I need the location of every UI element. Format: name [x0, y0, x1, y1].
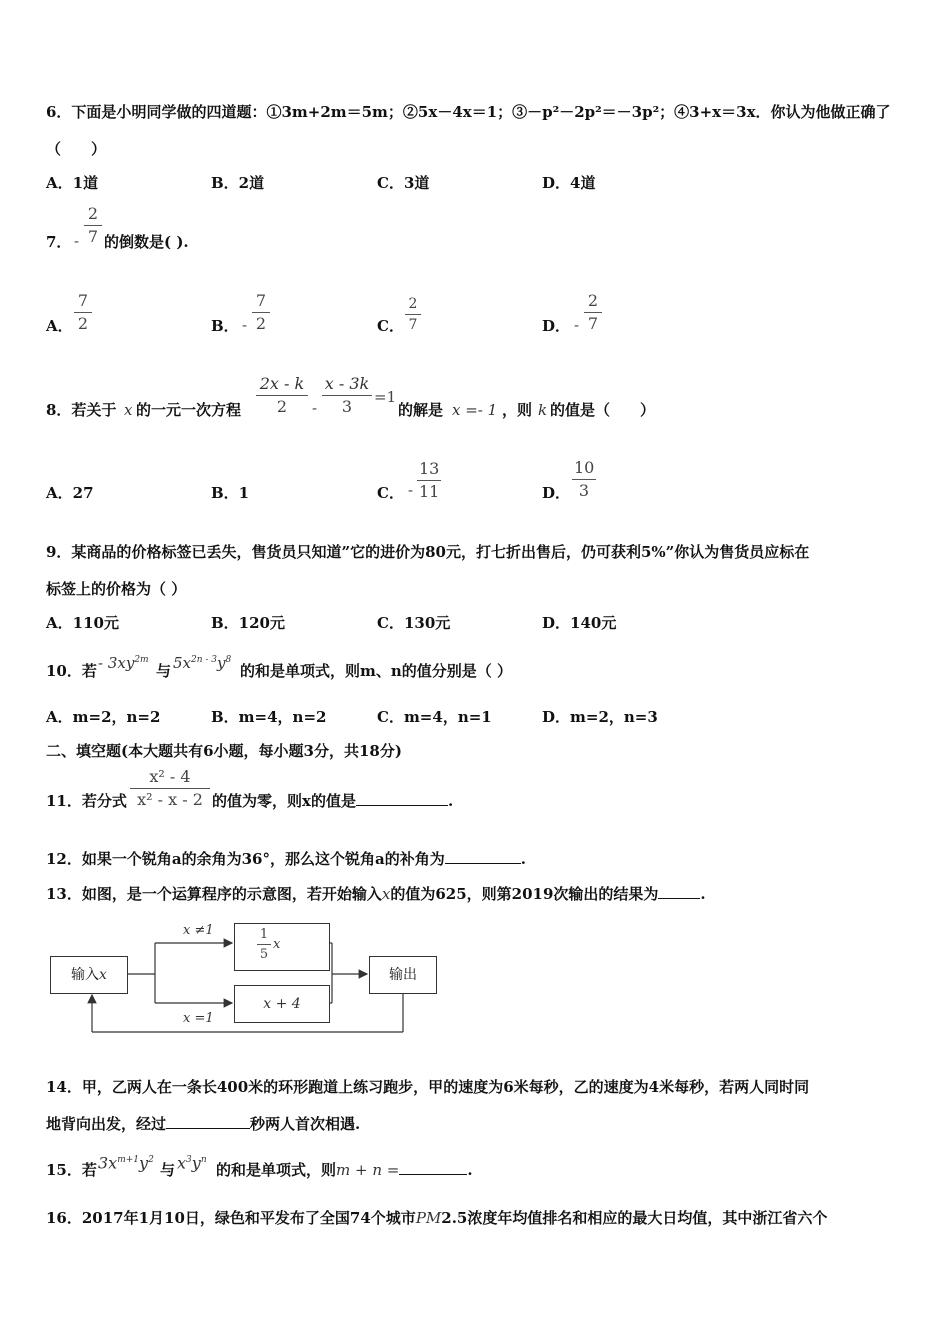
q12-end: .: [520, 850, 526, 868]
q11-num: x² - 4: [149, 767, 191, 786]
q8-after: 的解是: [398, 401, 444, 419]
q12-text: 12．如果一个锐角a的余角为36°，那么这个锐角a的补角为: [46, 850, 445, 868]
q7-option-c-label: C．: [377, 317, 404, 335]
q7-option-a-num: 7: [77, 291, 89, 310]
q10-option-a: A．m=2，n=2: [46, 708, 161, 726]
q10-with: 与: [156, 662, 172, 680]
cond-bottom-label: x =1: [183, 1011, 214, 1026]
q8-option-b: B．1: [211, 484, 250, 502]
q15-term1: [98, 1150, 154, 1173]
q14-line2: [46, 1114, 360, 1134]
q16-text: 16．2017年1月10日，绿色和平发布了全国74个城市: [46, 1209, 416, 1227]
q14-line1: 14．甲，乙两人在一条长400米的环形跑道上练习跑步，甲的速度为6米每秒，乙的速度为4米每秒，若两人同时同: [46, 1078, 810, 1096]
q10-option-c: C．m=4，n=1: [377, 708, 492, 726]
q10-option-d: D．m=2，n=3: [542, 708, 658, 726]
q11-answer-blank[interactable]: [356, 791, 448, 806]
q7-option-b-num: 7: [255, 291, 267, 310]
q8-frac2-num: x - 3k: [324, 374, 370, 393]
q8-eq: =1: [374, 388, 397, 406]
q10-term1: [98, 650, 149, 673]
q8-frac2: [322, 375, 372, 416]
top-op-var: x: [273, 937, 281, 952]
q15-suffix-text: 的和是单项式，则: [216, 1161, 337, 1179]
q8-frac1: [256, 375, 308, 416]
cond-top-label: x ≠1: [183, 923, 214, 938]
top-operation-box: [234, 923, 330, 971]
q14-answer-blank[interactable]: [166, 1114, 250, 1129]
q10-suffix: 的和是单项式，则m、n的值分别是（ ）: [240, 662, 513, 680]
q7-option-d-label: D．: [542, 317, 571, 335]
q11-end: .: [447, 792, 454, 810]
q7-option-b-sign: -: [242, 316, 248, 334]
q10-option-b: B．m=4，n=2: [211, 708, 327, 726]
q10-term1-exp: 2m: [134, 655, 149, 665]
q7-sign: -: [74, 232, 80, 250]
q7-fraction: [84, 205, 102, 246]
q16-text2: 2.5浓度年均值排名和相应的最大日均值，其中浙江省六个: [441, 1209, 828, 1227]
q12-answer-blank[interactable]: [445, 849, 521, 864]
q10-term2-exp1: 2n - 3: [191, 655, 218, 665]
q10-term1-base: - 3xy: [98, 654, 135, 672]
q15-prefix: 15．若: [46, 1161, 97, 1179]
q7-option-b-label: B．: [211, 317, 239, 335]
q10-term2: [173, 650, 231, 673]
q7-option-d-frac: [584, 292, 602, 333]
q7-option-c-den: 7: [408, 317, 418, 333]
q11-suffix-text: 的值为零，则x的值是: [212, 792, 356, 810]
q15-term2-exp1: 3: [186, 1155, 192, 1165]
q9-option-c: C．130元: [377, 614, 451, 632]
q15-term1-x: 3x: [98, 1153, 118, 1173]
q6-option-c: C．3道: [377, 174, 430, 192]
q8-option-d-label: D．: [542, 484, 571, 502]
output-box: 输出: [369, 956, 437, 994]
q15-term2-y: y: [191, 1153, 201, 1173]
q8-var: x: [124, 401, 133, 419]
q13-end: .: [700, 885, 706, 903]
top-op-den: 5: [259, 947, 269, 962]
input-box-label: 输入: [71, 967, 100, 983]
q7-num: 2: [87, 204, 99, 223]
q12-line: [46, 849, 526, 869]
q6-line2: （ ）: [46, 140, 107, 158]
q9-line2: 标签上的价格为（ ）: [46, 580, 187, 598]
q7-option-d-den: 7: [587, 314, 599, 333]
q8-k: k: [538, 401, 548, 419]
q7-option-c-num: 2: [408, 296, 418, 312]
q6-option-d: D．4道: [542, 174, 596, 192]
q10-term2-x: 5x: [173, 654, 192, 672]
q10-term2-exp2: 8: [225, 655, 232, 665]
q8-solution: x =- 1: [452, 401, 498, 419]
q11-frac: [130, 768, 210, 809]
q14-line2b: 秒两人首次相遇.: [250, 1115, 361, 1133]
q9-option-b: B．120元: [211, 614, 285, 632]
q10-prefix: 10．若: [46, 662, 97, 680]
q15-term2-exp2: n: [200, 1155, 207, 1165]
q11-den: x² - x - 2: [137, 790, 203, 809]
q16-line: [46, 1208, 827, 1228]
q8-frac1-den: 2: [276, 397, 288, 416]
q8-after2: ，则: [502, 401, 533, 419]
q8-frac2-den: 3: [341, 397, 353, 416]
q16-pm: PM: [415, 1209, 442, 1227]
q15-expr: m + n =: [336, 1161, 400, 1179]
q15-with: 与: [160, 1161, 176, 1179]
q15-term2: [177, 1150, 207, 1173]
top-op-num: 1: [259, 927, 269, 942]
q9-line1: 9．某商品的价格标签已丢失，售货员只知道”它的进价为80元，打七折出售后，仍可获利5%”你认为售货员应标在: [46, 543, 810, 561]
q13-line: [46, 884, 706, 904]
q7-option-a-den: 2: [77, 314, 89, 333]
q7-option-a-label: A．: [46, 317, 73, 335]
q11-suffix: [212, 791, 453, 811]
q7-prefix: 7．: [46, 233, 72, 251]
q7-den: 7: [87, 227, 99, 246]
q15-suffix: [216, 1160, 473, 1180]
q8-end: 的值是（ ）: [550, 401, 656, 419]
q8-frac1-num: 2x - k: [259, 374, 305, 393]
input-box-var: x: [99, 967, 107, 983]
q13-text2: 的值为625，则第2019次输出的结果为: [390, 885, 659, 903]
q8-option-d-num: 10: [574, 458, 595, 477]
q9-option-d: D．140元: [542, 614, 617, 632]
q13-flow-diagram: [40, 915, 460, 1040]
section2-heading: 二、填空题(本大题共有6小题，每小题3分，共18分): [46, 742, 402, 760]
input-box: [50, 956, 128, 994]
q7-option-b-frac: [252, 292, 270, 333]
q8-option-d-frac: [572, 459, 596, 500]
q7-option-d-sign: -: [574, 316, 580, 334]
q10-term2-y: y: [217, 654, 226, 672]
q14-line2a: 地背向出发，经过: [46, 1115, 167, 1133]
q8-option-d-den: 3: [578, 481, 590, 500]
q15-term1-exp1: m+1: [117, 1155, 140, 1165]
q11-prefix: 11．若分式: [46, 792, 127, 810]
bottom-operation-box: x + 4: [234, 985, 330, 1023]
q6-option-b: B．2道: [211, 174, 265, 192]
q7-option-b-den: 2: [255, 314, 267, 333]
q13-var: x: [381, 885, 391, 903]
q8-option-c-den: 11: [419, 482, 440, 501]
q8-option-c-num: 13: [419, 459, 440, 478]
q15-term2-x: x: [177, 1153, 187, 1173]
q6-option-a: A．1道: [46, 174, 99, 192]
q13-text: 13．如图，是一个运算程序的示意图，若开始输入: [46, 885, 382, 903]
q8-option-c-sign: -: [408, 481, 414, 499]
q8-prefix: 8．若关于: [46, 401, 117, 419]
q15-term1-y: y: [139, 1153, 149, 1173]
q6-line1: 6．下面是小明同学做的四道题：①3m+2m＝5m；②5x－4x＝1；③－p²－2p²＝－3p²；④3+x＝3x．你认为他做正确了: [46, 103, 891, 121]
q7-option-a-frac: [74, 292, 92, 333]
q8-option-c-frac: [417, 460, 441, 501]
q8-minus: -: [312, 399, 318, 417]
q13-answer-blank[interactable]: [658, 884, 700, 899]
q15-term1-exp2: 2: [148, 1155, 154, 1165]
q8-mid: 的一元一次方程: [136, 401, 242, 419]
q8-option-c-label: C．: [377, 484, 404, 502]
q7-option-c-frac: [405, 296, 421, 333]
q15-answer-blank[interactable]: [399, 1160, 467, 1175]
q9-option-a: A．110元: [46, 614, 119, 632]
q8-option-a: A．27: [46, 484, 94, 502]
q7-suffix: 的倒数是( ).: [104, 233, 189, 251]
q15-end: .: [467, 1161, 473, 1179]
top-op-frac: [257, 927, 271, 962]
q7-option-d-num: 2: [587, 291, 599, 310]
